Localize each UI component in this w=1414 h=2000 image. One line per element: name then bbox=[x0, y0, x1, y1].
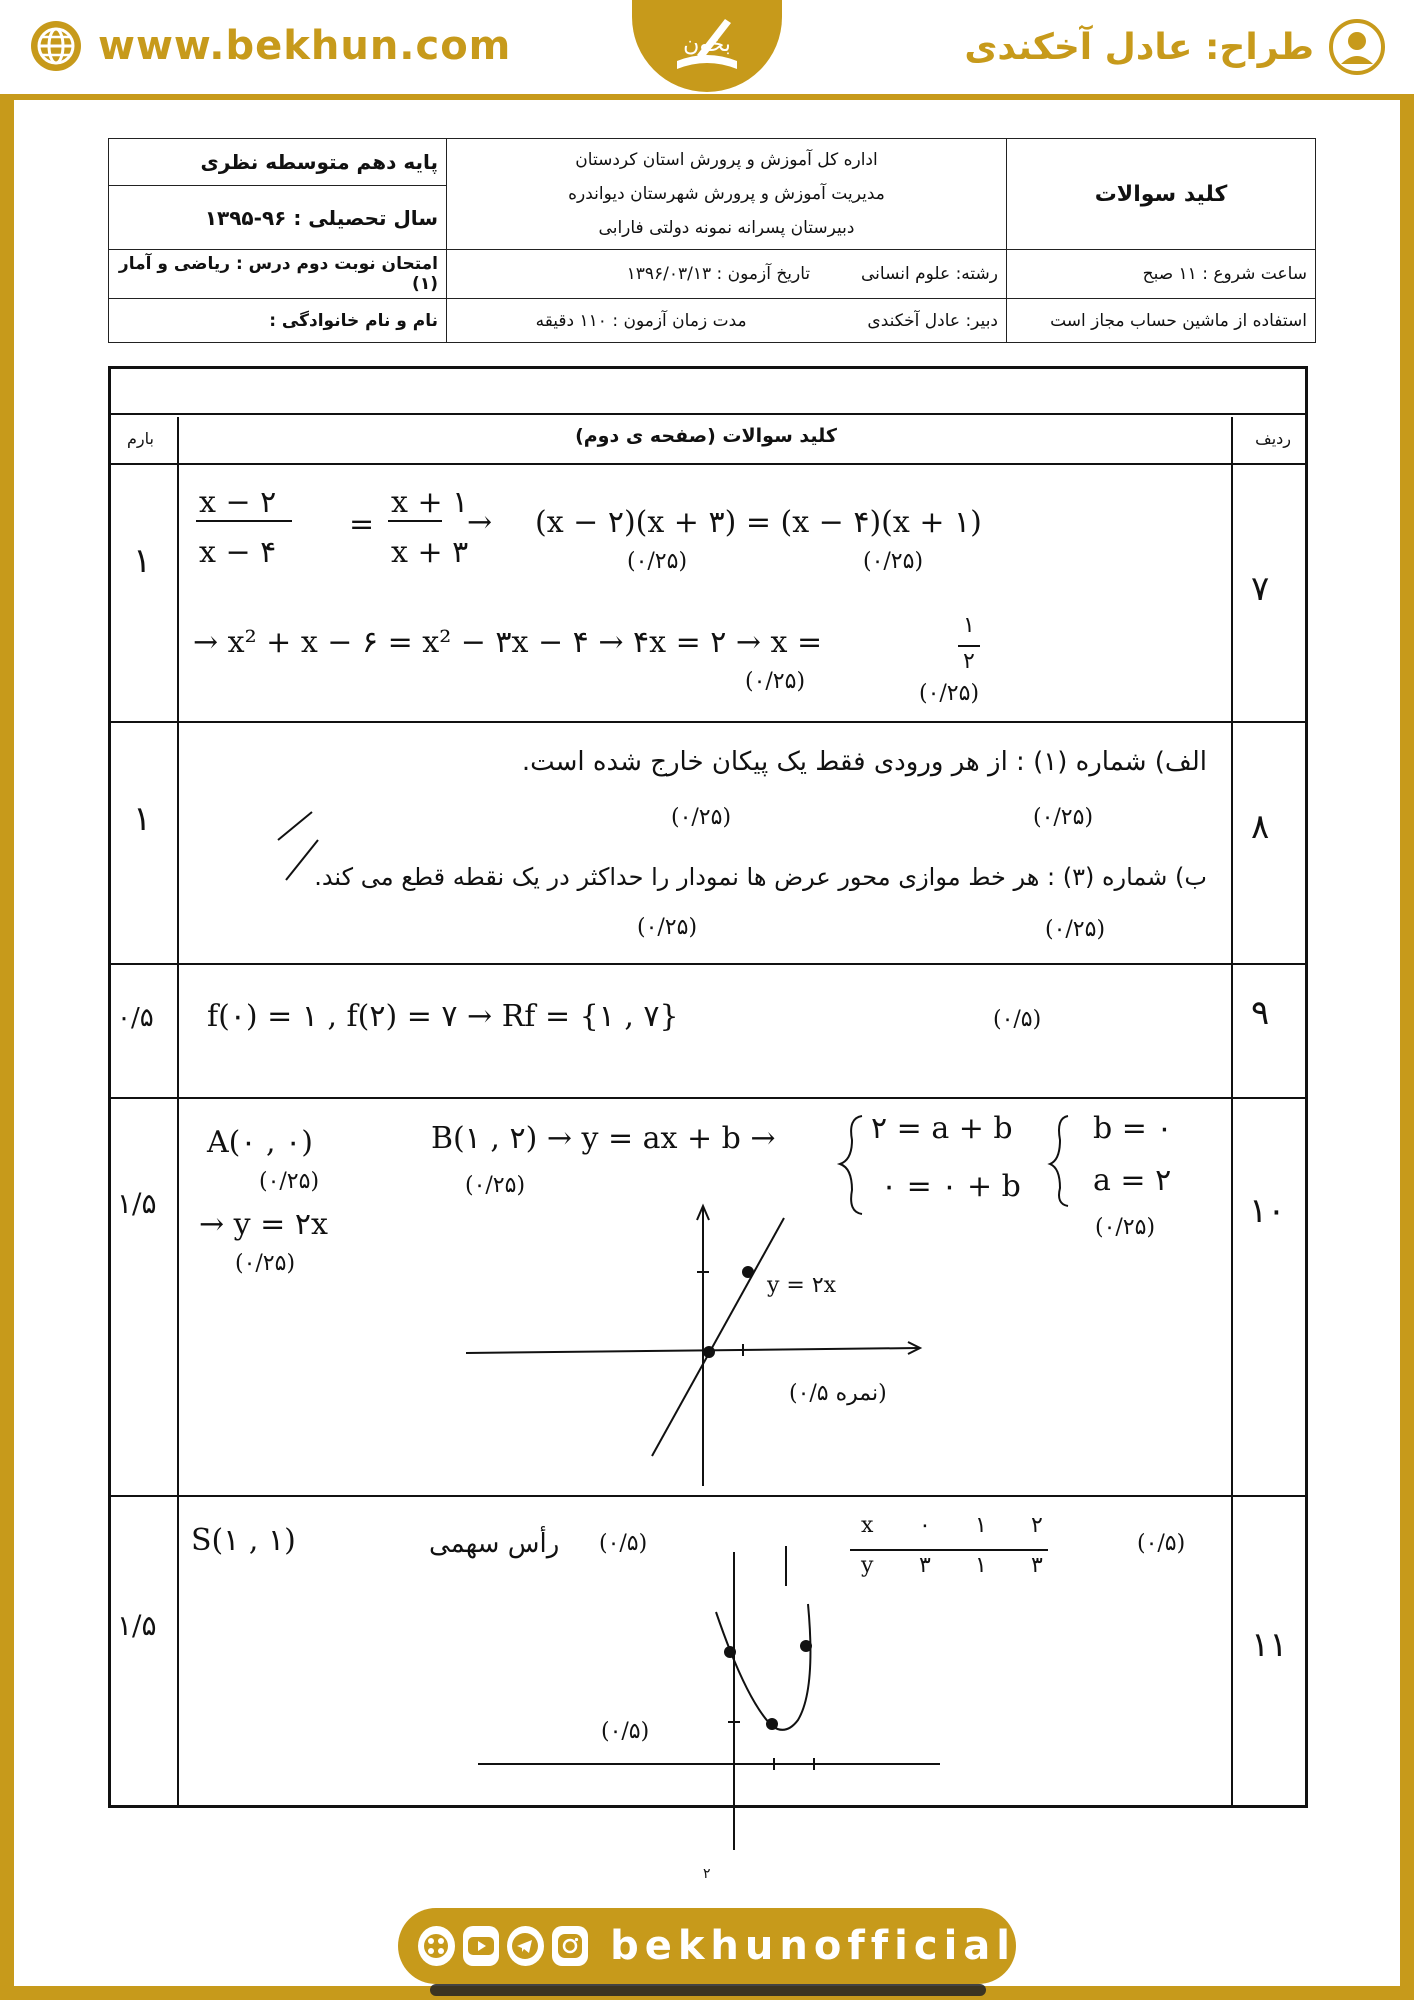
row-11-p1: (۰/۵) bbox=[599, 1531, 648, 1556]
table-y-0: ۳ bbox=[919, 1553, 931, 1578]
school-year: سال تحصیلی : ۹۶-۱۳۹۵ bbox=[109, 186, 447, 250]
row-10-p1: (۰/۲۵) bbox=[259, 1169, 320, 1194]
org-line-2: مدیریت آموزش و پرورش شهرستان دیواندره bbox=[568, 184, 885, 204]
table-x-0: ۰ bbox=[919, 1513, 931, 1538]
aparat-icon[interactable] bbox=[418, 1926, 455, 1966]
org-line-3: دبیرستان پسرانه نمونه دولتی فارابی bbox=[598, 218, 855, 238]
row-7-point-c: (۰/۲۵) bbox=[745, 669, 806, 694]
row-9-score: ۰/۵ bbox=[117, 1003, 154, 1033]
website-text: www.bekhun.com bbox=[98, 23, 512, 69]
row-7-frac1-num: x − ۲ bbox=[199, 485, 277, 520]
row-10-point-b: B(۱ , ۲) → y = ax + b → bbox=[431, 1121, 776, 1156]
row-10-graph-point: (۰/۵ نمره) bbox=[789, 1381, 887, 1406]
table-x-label: x bbox=[861, 1513, 874, 1538]
subject: امتحان نوبت دوم درس : ریاضی و آمار (۱) bbox=[109, 250, 447, 299]
row-7-line1: (x − ۲)(x + ۳) = (x − ۴)(x + ۱) bbox=[535, 505, 982, 540]
check-mark-2 bbox=[286, 840, 318, 880]
row-11-score: ۱/۵ bbox=[117, 1609, 157, 1642]
field: رشته: علوم انسانی bbox=[860, 264, 998, 284]
row-8-score: ۱ bbox=[133, 799, 152, 839]
row-7-line2: → x² + x − ۶ = x² − ۳x − ۴ → ۴x = ۲ → x = bbox=[193, 625, 823, 660]
row-10-system-2: ۰ = ۰ + b bbox=[881, 1169, 1021, 1204]
row-7-point-b: (۰/۲۵) bbox=[863, 549, 924, 574]
row-10-result-b: b = ۰ bbox=[1093, 1111, 1173, 1146]
table-x-1: ۱ bbox=[975, 1513, 987, 1538]
column-row: ردیف bbox=[1255, 429, 1291, 448]
table-x-2: ۲ bbox=[1031, 1513, 1043, 1538]
row-10-p2: (۰/۲۵) bbox=[235, 1251, 296, 1276]
row-8-number: ۸ bbox=[1251, 807, 1270, 847]
telegram-icon[interactable] bbox=[507, 1926, 544, 1966]
calculator-note: استفاده از ماشین حساب مجاز است bbox=[1007, 299, 1316, 343]
row-10-score: ۱/۵ bbox=[117, 1187, 157, 1220]
row-7-point-a: (۰/۲۵) bbox=[627, 549, 688, 574]
social-bar bbox=[398, 1908, 1016, 1984]
exam-date: تاریخ آزمون : ۱۳۹۶/۰۳/۱۳ bbox=[626, 264, 811, 284]
row-7-result-num: ۱ bbox=[963, 613, 975, 638]
row-11-vertex: S(۱ , ۱) bbox=[191, 1523, 296, 1558]
row-10-p4: (۰/۲۵) bbox=[1095, 1215, 1156, 1240]
parabola-graph bbox=[478, 1552, 940, 1850]
table-y-1: ۱ bbox=[975, 1553, 987, 1578]
teacher: دبیر: عادل آخکندی bbox=[867, 310, 998, 331]
column-score: بارم bbox=[127, 429, 154, 448]
row-11-vertex-label: رأس سهمی bbox=[429, 1529, 560, 1559]
column-title: کلید سوالات (صفحه ی دوم) bbox=[575, 425, 837, 447]
table-y-2: ۳ bbox=[1031, 1553, 1043, 1578]
row-10-system-1: ۲ = a + b bbox=[871, 1111, 1013, 1146]
brace-1 bbox=[840, 1116, 862, 1214]
student-name-label: نام و نام خانوادگی : bbox=[109, 299, 447, 343]
page-number: ۲ bbox=[703, 1866, 711, 1882]
row-11-number: ۱۱ bbox=[1251, 1625, 1288, 1665]
row-10-point-a: A(۰ , ۰) bbox=[207, 1125, 313, 1160]
row-10-p3: (۰/۲۵) bbox=[465, 1173, 526, 1198]
table-y-label: y bbox=[861, 1553, 874, 1578]
row-8-part-a: الف) شماره (۱) : از هر ورودی فقط یک پیکان خارج شده است. bbox=[521, 747, 1207, 777]
instagram-icon[interactable] bbox=[552, 1926, 589, 1966]
row-11-p2: (۰/۵) bbox=[1137, 1531, 1186, 1556]
row-9-number: ۹ bbox=[1251, 993, 1270, 1033]
social-handle: bekhunofficial bbox=[610, 1923, 1016, 1969]
row-7-frac1-den: x − ۴ bbox=[199, 535, 277, 570]
row-8-part-b: ب) شماره (۳) : هر خط موازی محور عرض ها نمودار را حداکثر در یک نقطه قطع می کند. bbox=[314, 863, 1207, 891]
duration-label: مدت زمان آزمون : bbox=[612, 310, 747, 331]
grade: پایه دهم متوسطه نظری bbox=[109, 139, 447, 186]
org-line-1: اداره کل آموزش و پرورش استان کردستان bbox=[575, 150, 878, 170]
brace-2 bbox=[1050, 1116, 1068, 1206]
row-7-frac2-num: x + ۱ bbox=[391, 485, 469, 520]
start-time: ساعت شروع : ۱۱ صبح bbox=[1007, 250, 1316, 299]
youtube-icon[interactable] bbox=[463, 1926, 500, 1966]
row-7-score: ۱ bbox=[133, 541, 152, 581]
row-7-arrow: → bbox=[467, 505, 493, 540]
check-mark-1 bbox=[278, 812, 312, 840]
row-9-line: f(۰) = ۱ , f(۲) = ۷ → Rf = {۱ , ۷} bbox=[207, 999, 679, 1034]
row-7-equals: = bbox=[349, 507, 375, 542]
row-10-result-a: a = ۲ bbox=[1093, 1163, 1172, 1198]
linear-graph bbox=[466, 1206, 920, 1486]
row-8-point-b1: (۰/۲۵) bbox=[637, 915, 698, 940]
row-7-result-den: ۲ bbox=[963, 649, 975, 674]
row-8-point-a1: (۰/۲۵) bbox=[671, 805, 732, 830]
footer-shadow bbox=[430, 1984, 986, 1996]
row-11-p3: (۰/۵) bbox=[601, 1719, 650, 1744]
row-9-point: (۰/۵) bbox=[993, 1007, 1042, 1032]
row-8-point-a2: (۰/۲۵) bbox=[1033, 805, 1094, 830]
designer-text: طراح: عادل آخکندی bbox=[964, 26, 1314, 68]
row-10-graph-label: y = ۲x bbox=[767, 1273, 837, 1298]
row-7-point-d: (۰/۲۵) bbox=[919, 681, 980, 706]
row-7-frac2-den: x + ۳ bbox=[391, 535, 469, 570]
row-8-point-b2: (۰/۲۵) bbox=[1045, 917, 1106, 942]
row-10-number: ۱۰ bbox=[1249, 1191, 1286, 1231]
svg-text:بخون: بخون bbox=[683, 32, 731, 57]
row-7-number: ۷ bbox=[1251, 569, 1270, 609]
duration: ۱۱۰ دقیقه bbox=[535, 310, 607, 331]
row-10-line-eq: → y = ۲x bbox=[199, 1207, 328, 1242]
key-title: کلید سوالات bbox=[1007, 139, 1316, 250]
